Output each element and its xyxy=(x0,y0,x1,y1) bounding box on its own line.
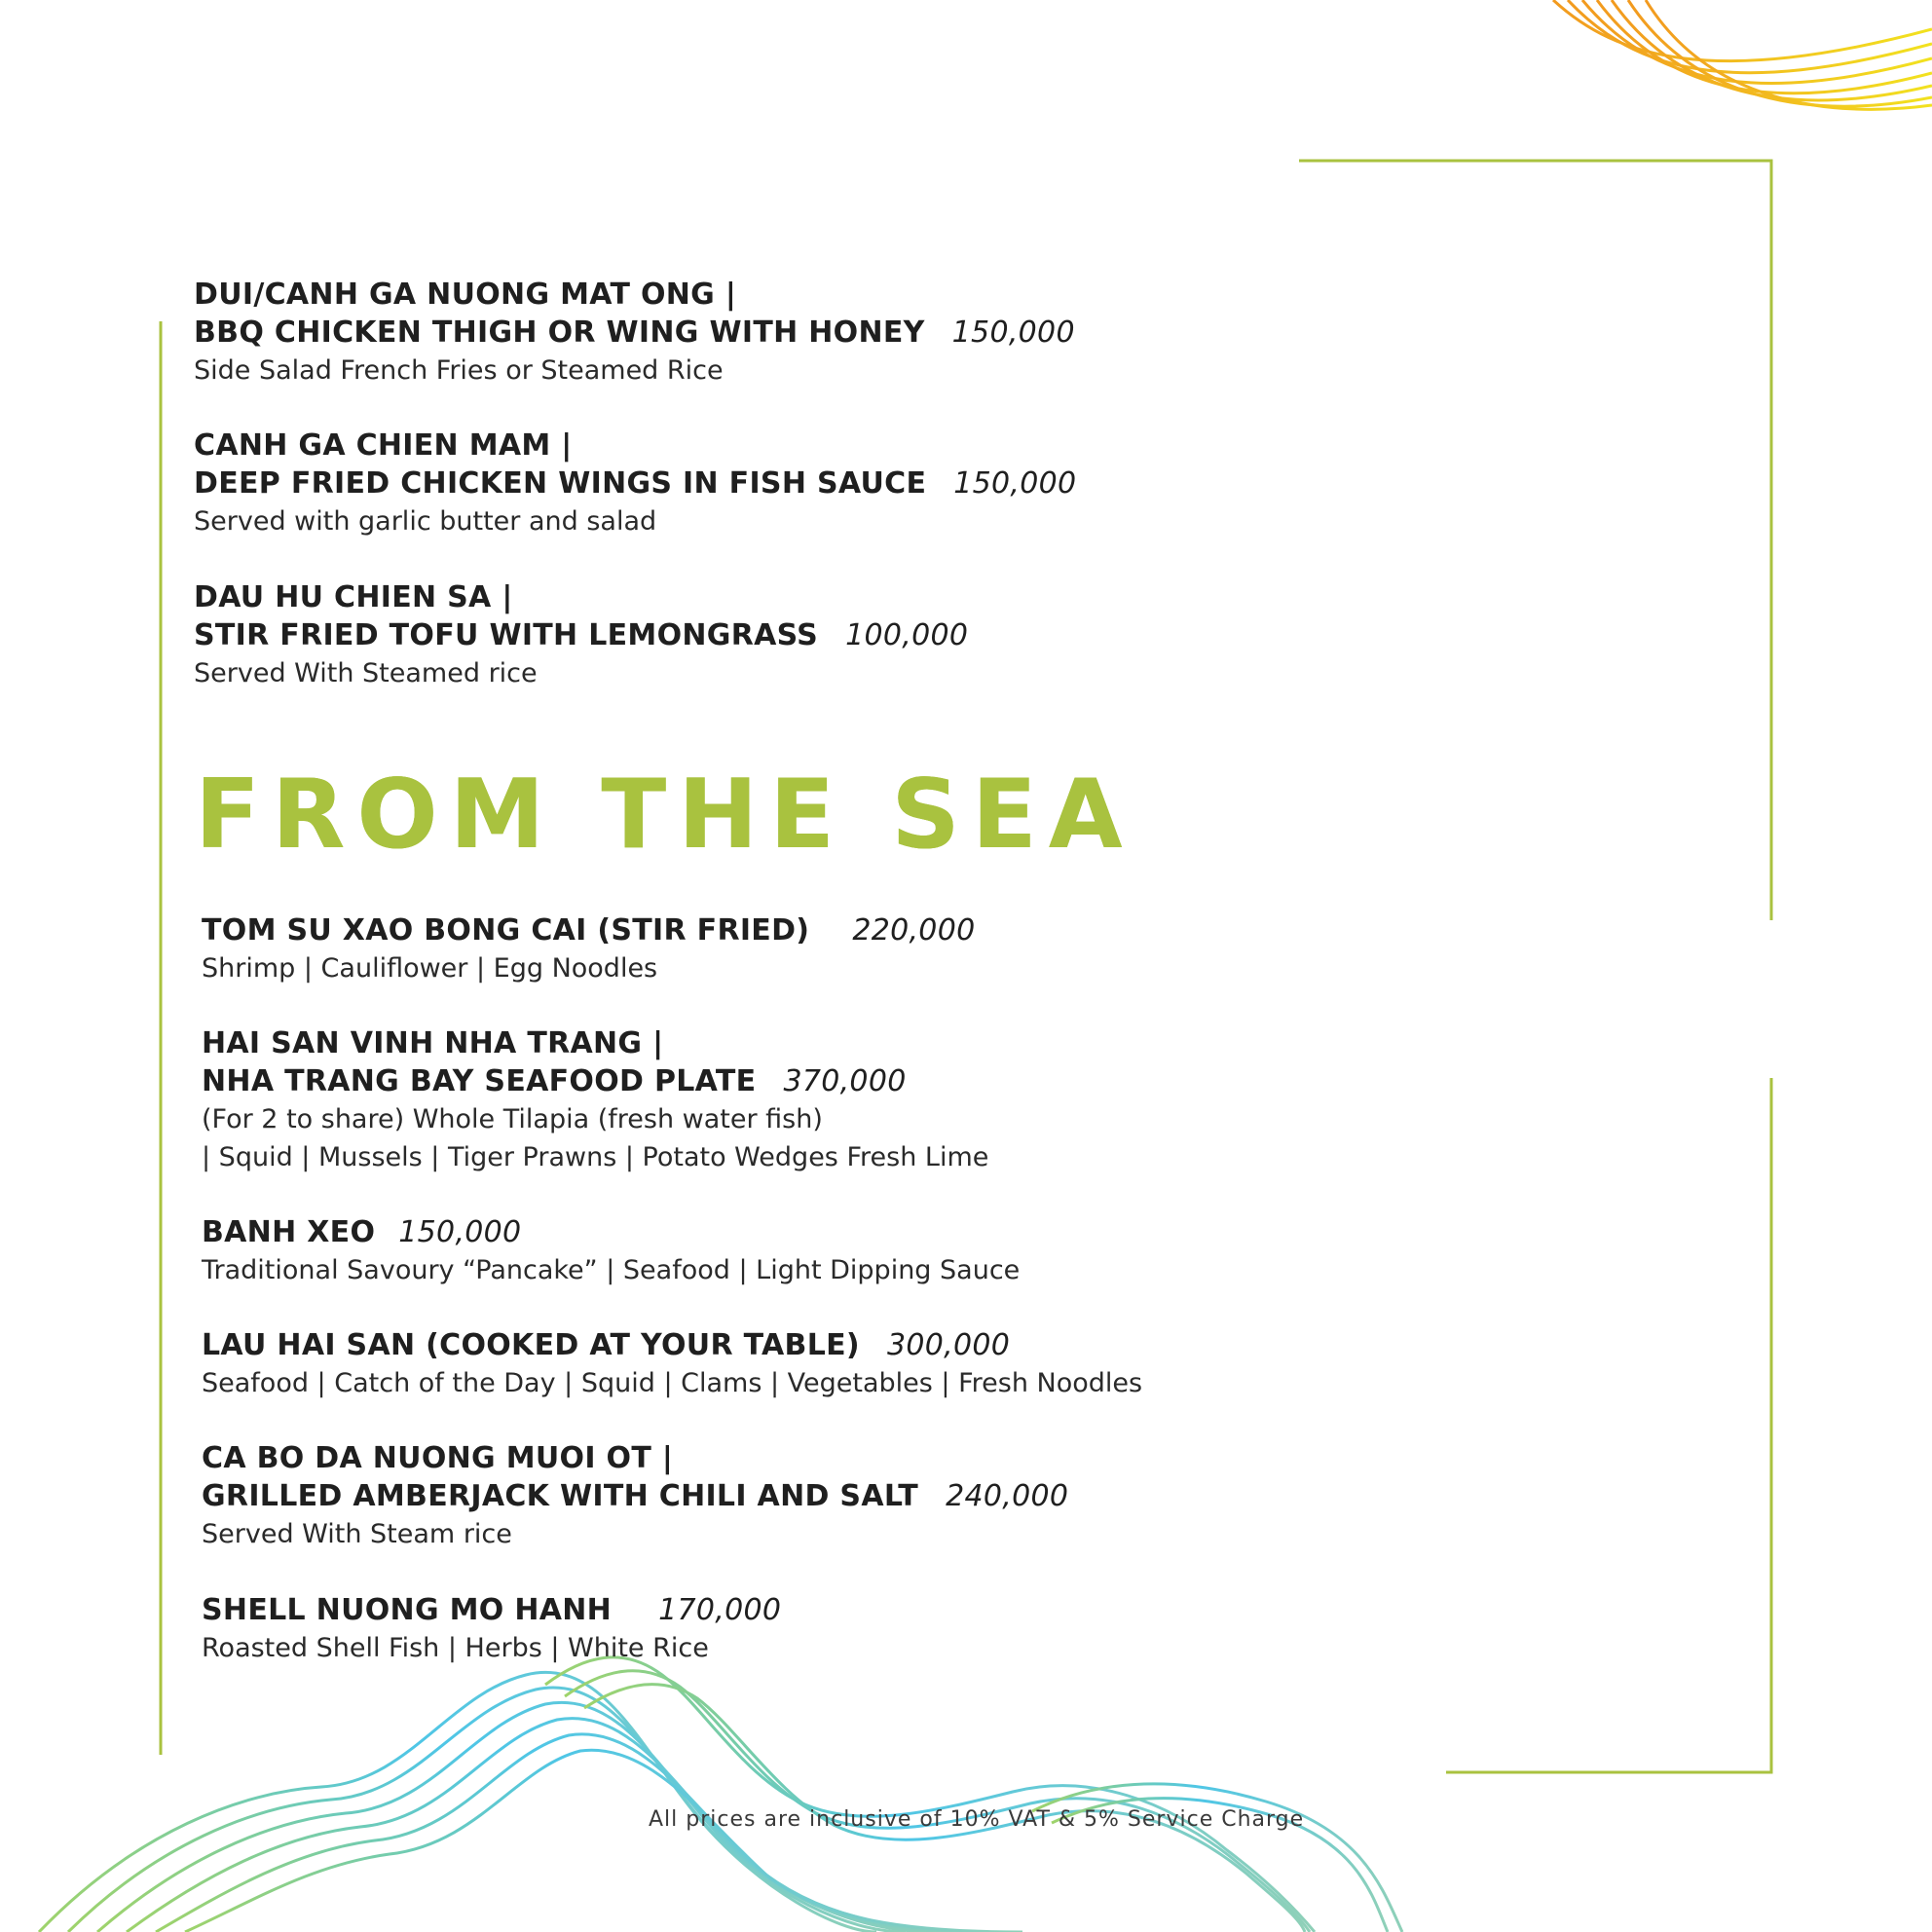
price-disclaimer: All prices are inclusive of 10% VAT & 5% Service Charge xyxy=(649,1807,1305,1832)
item-price: 170,000 xyxy=(658,1593,782,1627)
item-name-line xyxy=(194,314,1075,352)
item-name-line xyxy=(194,616,968,654)
item-description: Roasted Shell Fish | Herbs | White Rice xyxy=(202,1633,709,1663)
item-name-text: SHELL NUONG MO HANH xyxy=(202,1593,613,1627)
item-price: 150,000 xyxy=(951,316,1075,350)
item-name-text: DEEP FRIED CHICKEN WINGS IN FISH SAUCE xyxy=(194,466,927,501)
item-description: Served With Steam rice xyxy=(202,1519,512,1549)
menu-item-banh-xeo xyxy=(202,1213,1020,1289)
item-description: Traditional Savoury “Pancake” | Seafood | Light Dipping Sauce xyxy=(202,1255,1021,1285)
item-description: | Squid | Mussels | Tiger Prawns | Potato Wedges Fresh Lime xyxy=(202,1142,989,1172)
item-price: 370,000 xyxy=(783,1064,907,1098)
menu-item-grilled-amberjack xyxy=(202,1439,1068,1553)
item-description: Shrimp | Cauliflower | Egg Noodles xyxy=(202,953,658,984)
item-price: 220,000 xyxy=(852,913,976,947)
item-name-line xyxy=(202,911,975,949)
item-description: Served with garlic butter and salad xyxy=(194,506,657,537)
item-name-text: NHA TRANG BAY SEAFOOD PLATE xyxy=(202,1064,757,1098)
item-name-line xyxy=(202,1062,988,1100)
item-name-text: TOM SU XAO BONG CAI (STIR FRIED) xyxy=(202,913,810,947)
item-name-text: BBQ CHICKEN THIGH OR WING WITH HONEY xyxy=(194,316,925,350)
item-name-line: DUI/CANH GA NUONG MAT ONG | xyxy=(194,278,737,312)
top-wave-lines xyxy=(1553,0,1932,109)
menu-item-lau-hai-san xyxy=(202,1326,1142,1402)
item-name-line xyxy=(202,1326,1142,1364)
menu-item-shell-nuong xyxy=(202,1591,781,1667)
item-description: (For 2 to share) Whole Tilapia (fresh water fish) xyxy=(202,1104,823,1134)
menu-item-bbq-chicken xyxy=(194,276,1075,390)
item-name-line xyxy=(202,1591,781,1629)
item-description: Side Salad French Fries or Steamed Rice xyxy=(194,355,724,386)
item-name-line: HAI SAN VINH NHA TRANG | xyxy=(202,1026,664,1060)
item-name-line xyxy=(194,464,1076,502)
item-name-line: CA BO DA NUONG MUOI OT | xyxy=(202,1441,674,1475)
item-name-line xyxy=(202,1213,1020,1251)
item-price: 240,000 xyxy=(946,1479,1069,1513)
section-title-from-the-sea: FROM THE SEA xyxy=(195,760,1134,871)
menu-item-tofu-lemongrass xyxy=(194,578,968,692)
item-name-text: STIR FRIED TOFU WITH LEMONGRASS xyxy=(194,618,819,652)
item-name-text: LAU HAI SAN (COOKED AT YOUR TABLE) xyxy=(202,1328,860,1362)
item-price: 100,000 xyxy=(845,618,969,652)
menu-item-shrimp-stir-fried xyxy=(202,911,975,987)
item-name-line: DAU HU CHIEN SA | xyxy=(194,580,513,614)
item-price: 300,000 xyxy=(886,1328,1011,1362)
item-price: 150,000 xyxy=(953,466,1077,501)
item-description: Served With Steamed rice xyxy=(194,658,538,688)
item-name-text: GRILLED AMBERJACK WITH CHILI AND SALT xyxy=(202,1479,919,1513)
menu-item-seafood-plate xyxy=(202,1024,988,1176)
item-name-text: BANH XEO xyxy=(202,1215,376,1249)
item-price: 150,000 xyxy=(398,1215,522,1249)
item-description: Seafood | Catch of the Day | Squid | Clams | Vegetables | Fresh Noodles xyxy=(202,1368,1143,1398)
item-name-line: CANH GA CHIEN MAM | xyxy=(194,428,573,463)
item-name-line xyxy=(202,1477,1068,1515)
menu-item-fried-chicken-wings xyxy=(194,427,1076,540)
bottom-wave-lines xyxy=(39,1657,1402,1932)
